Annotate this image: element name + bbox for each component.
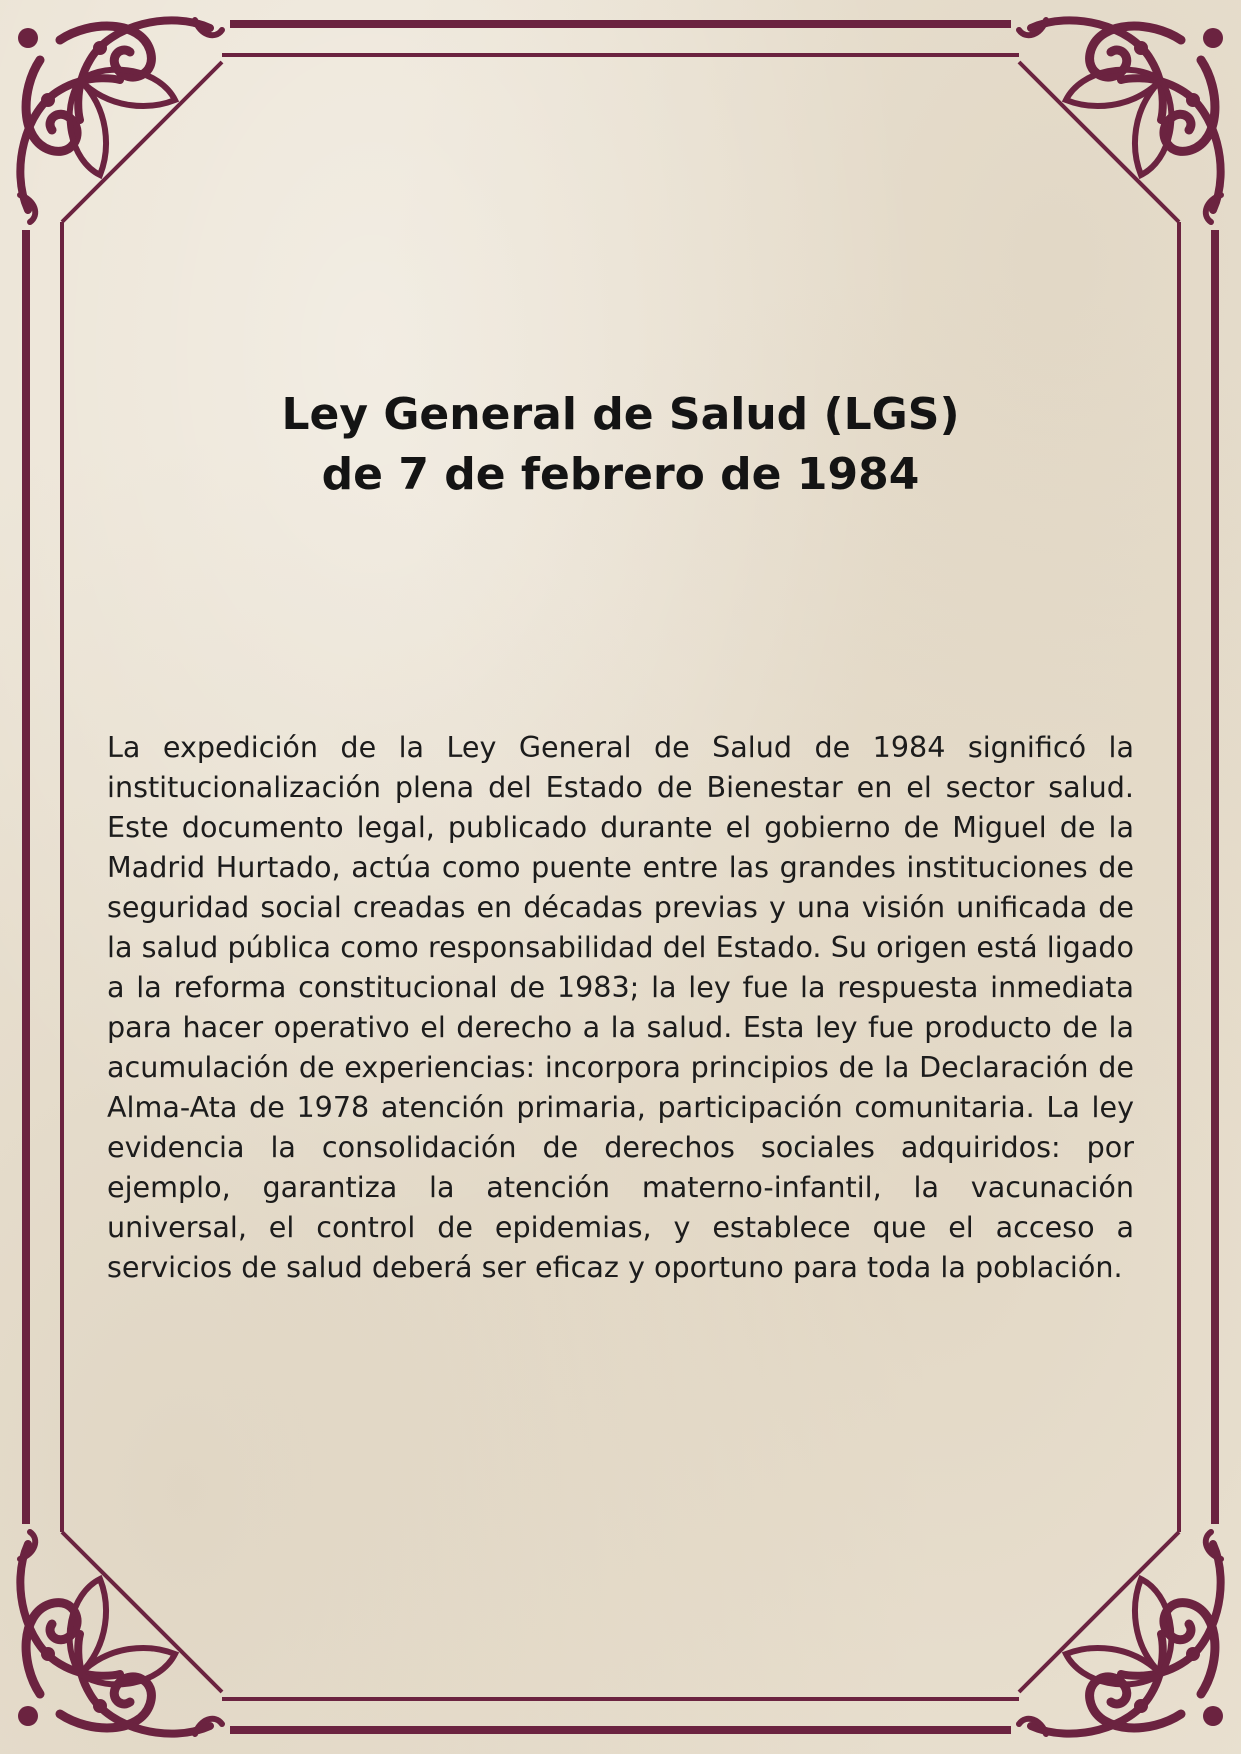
- title-line-1: Ley General de Salud (LGS): [281, 389, 960, 440]
- ornamental-corner-icon: [1019, 20, 1223, 222]
- ornamental-corner-icon: [18, 20, 222, 222]
- ornamental-corner-icon: [18, 1532, 222, 1734]
- body-paragraph: La expedición de la Ley General de Salud de 1984 significó la institucionalización plena del Estado de Bienestar en el sector salud. Este documento legal, publicado durante el gobierno de Miguel de la Madrid Hurtado, actúa como puente entre las grandes instituciones de seguridad social creadas en décadas previas y una visión unificada de la salud pública como responsabilidad del Estado. Su origen está ligado a la reforma constitucional de 1983; la ley fue la respuesta inmediata para hacer operativo el derecho a la salud. Esta ley fue producto de la acumulación de experiencias: incorpora principios de la Declaración de Alma-Ata de 1978 atención primaria, participación comunitaria. La ley evidencia la consolidación de derechos sociales adquiridos: por ejemplo, garantiza la atención materno-infantil, la vacunación universal, el control de epidemias, y establece que el acceso a servicios de salud deberá ser eficaz y oportuno para toda la población.: [107, 730, 1134, 1284]
- ornamental-corner-icon: [1019, 1532, 1223, 1734]
- document-title: [150, 385, 1091, 505]
- title-line-2: de 7 de febrero de 1984: [321, 449, 920, 500]
